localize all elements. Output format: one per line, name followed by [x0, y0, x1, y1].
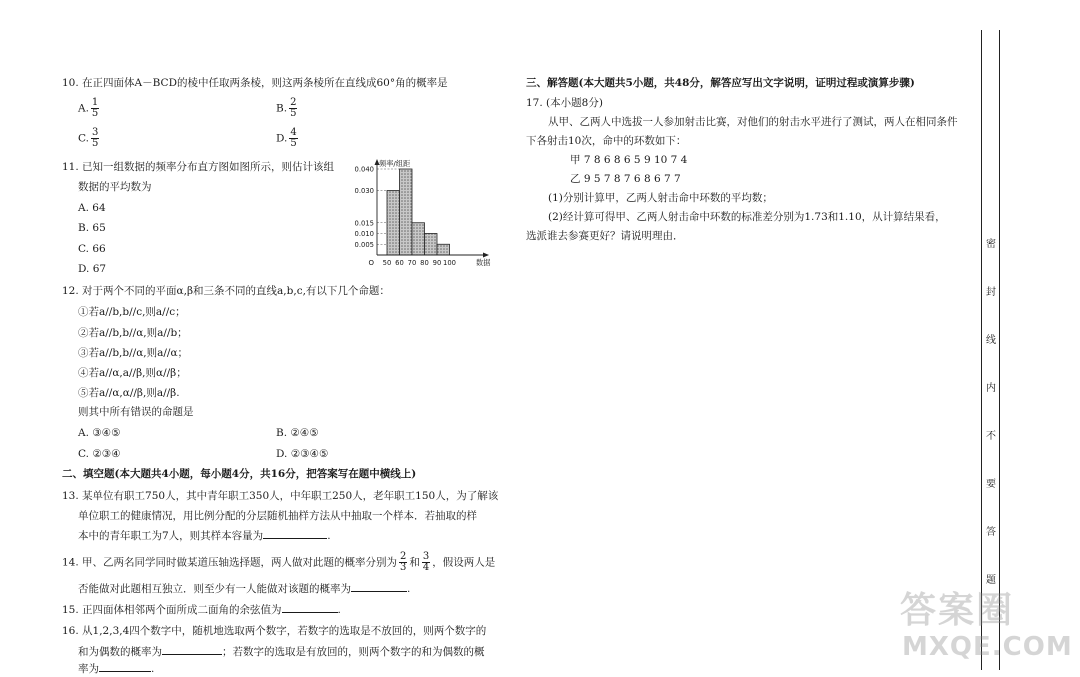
y-axis-label: 频率/组距	[379, 159, 411, 168]
histogram-bar	[387, 191, 400, 256]
q13-line1: 13. 某单位有职工750人，其中青年职工350人，中年职工250人，老年职工150人，为了解该	[62, 490, 499, 502]
q12-option-a: A. ③④⑤	[78, 427, 121, 439]
y-tick-label: 0.010	[354, 230, 374, 238]
binding-char: 密	[986, 239, 996, 250]
q12-prop-4: ④若a//α,a//β,则α//β；	[78, 367, 187, 379]
answer-blank	[99, 662, 151, 672]
q10-stem: 10. 在正四面体A－BCD的棱中任取两条棱，则这两条棱所在直线成60°角的概率是	[62, 77, 448, 89]
binding-char: 题	[986, 575, 996, 586]
histogram-bar	[425, 234, 438, 256]
histogram-bar	[400, 169, 413, 255]
q14-line2: 否能做对此题相互独立．则至少有一人能做对该题的概率为 .	[78, 583, 411, 595]
q16-line3: 率为 .	[78, 663, 155, 675]
q17-head: 17. (本小题8分)	[526, 97, 603, 109]
binding-char: 线	[986, 335, 996, 346]
histogram-bar	[437, 244, 450, 255]
q16-line1: 16. 从1,2,3,4四个数字中，随机地选取两个数字，若数字的选取是不放回的，则两个数字的	[62, 625, 487, 637]
q17-jia-scores: 甲 7 8 6 8 6 5 9 10 7 4	[570, 154, 688, 166]
x-tick-label: 100	[443, 259, 456, 267]
q12-prop-3: ③若a//b,b//α,则a//α；	[78, 347, 189, 359]
q12-prop-5: ⑤若a//α,α//β,则a//β.	[78, 387, 180, 399]
answer-blank	[263, 529, 327, 539]
q10-option-d: D. $\frac{4}{5}$	[276, 127, 297, 149]
x-tick-label: 70	[407, 259, 417, 267]
q12-prop-2: ②若a//b,b//α,则a//b；	[78, 327, 188, 339]
q12-prop-1: ①若a//b,b//c,则a//c；	[78, 306, 186, 318]
q17-part1: (1)分别计算甲，乙两人射击命中环数的平均数；	[548, 192, 773, 204]
x-axis-arrow	[483, 253, 489, 258]
x-axis-label: 数据	[476, 258, 491, 267]
q10-option-a: A. $\frac{1}{5}$	[78, 97, 99, 119]
binding-char: 要	[986, 479, 996, 490]
q12-option-d: D. ②③④⑤	[276, 448, 329, 460]
answer-blank	[162, 645, 222, 655]
y-tick-label: 0.005	[354, 240, 374, 249]
q13-line2: 单位职工的健康情况，用比例分配的分层随机抽样方法从中抽取一个样本．若抽取的样	[78, 510, 477, 522]
q11-option-a: A. 64	[78, 202, 106, 214]
q17-line1: 从甲、乙两人中选拔一人参加射击比赛，对他们的射击水平进行了测试，两人在相同条件	[548, 116, 958, 128]
binding-char: 内	[986, 383, 996, 394]
x-tick-label: 50	[382, 259, 392, 267]
histogram-bar	[412, 223, 425, 255]
q12-option-c: C. ②③④	[78, 448, 121, 460]
q17-part2-cont: 选派谁去参赛更好？请说明理由．	[526, 230, 684, 242]
section-2-heading: 二、填空题(本大题共4小题，每小题4分，共16分，把答案写在题中横线上)	[62, 468, 417, 480]
binding-char: 不	[986, 431, 996, 442]
q16-line2: 和为偶数的概率为 ；若数字的选取是有放回的，则两个数字的和为偶数的概	[78, 646, 485, 658]
q12-ask: 则其中所有错误的命题是	[78, 406, 194, 418]
q11-stem-line1: 11. 已知一组数据的频率分布直方图如图所示，则估计该组	[62, 161, 335, 173]
binding-line-left	[981, 30, 982, 670]
origin-label: O	[368, 259, 374, 267]
q10-option-c: C. $\frac{3}{5}$	[78, 127, 99, 149]
q11-stem-line2: 数据的平均数为	[78, 181, 152, 193]
site-watermark	[900, 582, 1073, 672]
q13-line3: 本中的青年职工为7人，则其样本容量为 .	[78, 530, 331, 542]
binding-char: 答	[986, 527, 996, 538]
section-3-heading: 三、解答题(本大题共5小题，共48分，解答应写出文字说明，证明过程或演算步骤)	[526, 77, 915, 89]
binding-line-right	[999, 30, 1000, 670]
q11-option-b: B. 65	[78, 222, 106, 234]
q15-line1: 15. 正四面体相邻两个面所成二面角的余弦值为 .	[62, 604, 341, 616]
x-tick-label: 80	[420, 259, 429, 267]
frequency-histogram	[335, 155, 495, 277]
x-tick-label: 90	[432, 259, 442, 267]
y-tick-label: 0.015	[354, 219, 374, 228]
q10-option-b: B. $\frac{2}{5}$	[276, 97, 297, 119]
answer-blank	[351, 582, 407, 592]
q14-line1: 14. 甲、乙两名同学同时做某道压轴选择题，两人做对此题的概率分别为 $\frac{2}{3}$ 和 $\frac{3}{4}$ ，假设两人是	[62, 551, 496, 573]
binding-margin	[978, 30, 1020, 670]
q12-stem: 12. 对于两个不同的平面α,β和三条不同的直线a,b,c,有以下几个命题：	[62, 285, 390, 297]
q11-option-c: C. 66	[78, 243, 106, 255]
y-tick-label: 0.030	[354, 187, 374, 195]
q17-yi-scores: 乙 9 5 7 8 7 6 8 6 7 7	[570, 173, 681, 185]
watermark-logo-text: 答案圈	[900, 590, 1015, 631]
watermark-url: MXQE.COM	[902, 632, 1073, 662]
x-tick-label: 60	[395, 259, 404, 267]
q17-line2: 下各射击10次，命中的环数如下：	[526, 135, 687, 147]
binding-char: 封	[986, 287, 996, 298]
q11-option-d: D. 67	[78, 263, 107, 275]
q12-option-b: B. ②④⑤	[276, 427, 319, 439]
q17-part2: (2)经计算可得甲、乙两人射击命中环数的标准差分别为1.73和1.10，从计算结果看，	[548, 211, 946, 223]
y-tick-label: 0.040	[354, 165, 374, 174]
answer-blank	[282, 603, 338, 613]
